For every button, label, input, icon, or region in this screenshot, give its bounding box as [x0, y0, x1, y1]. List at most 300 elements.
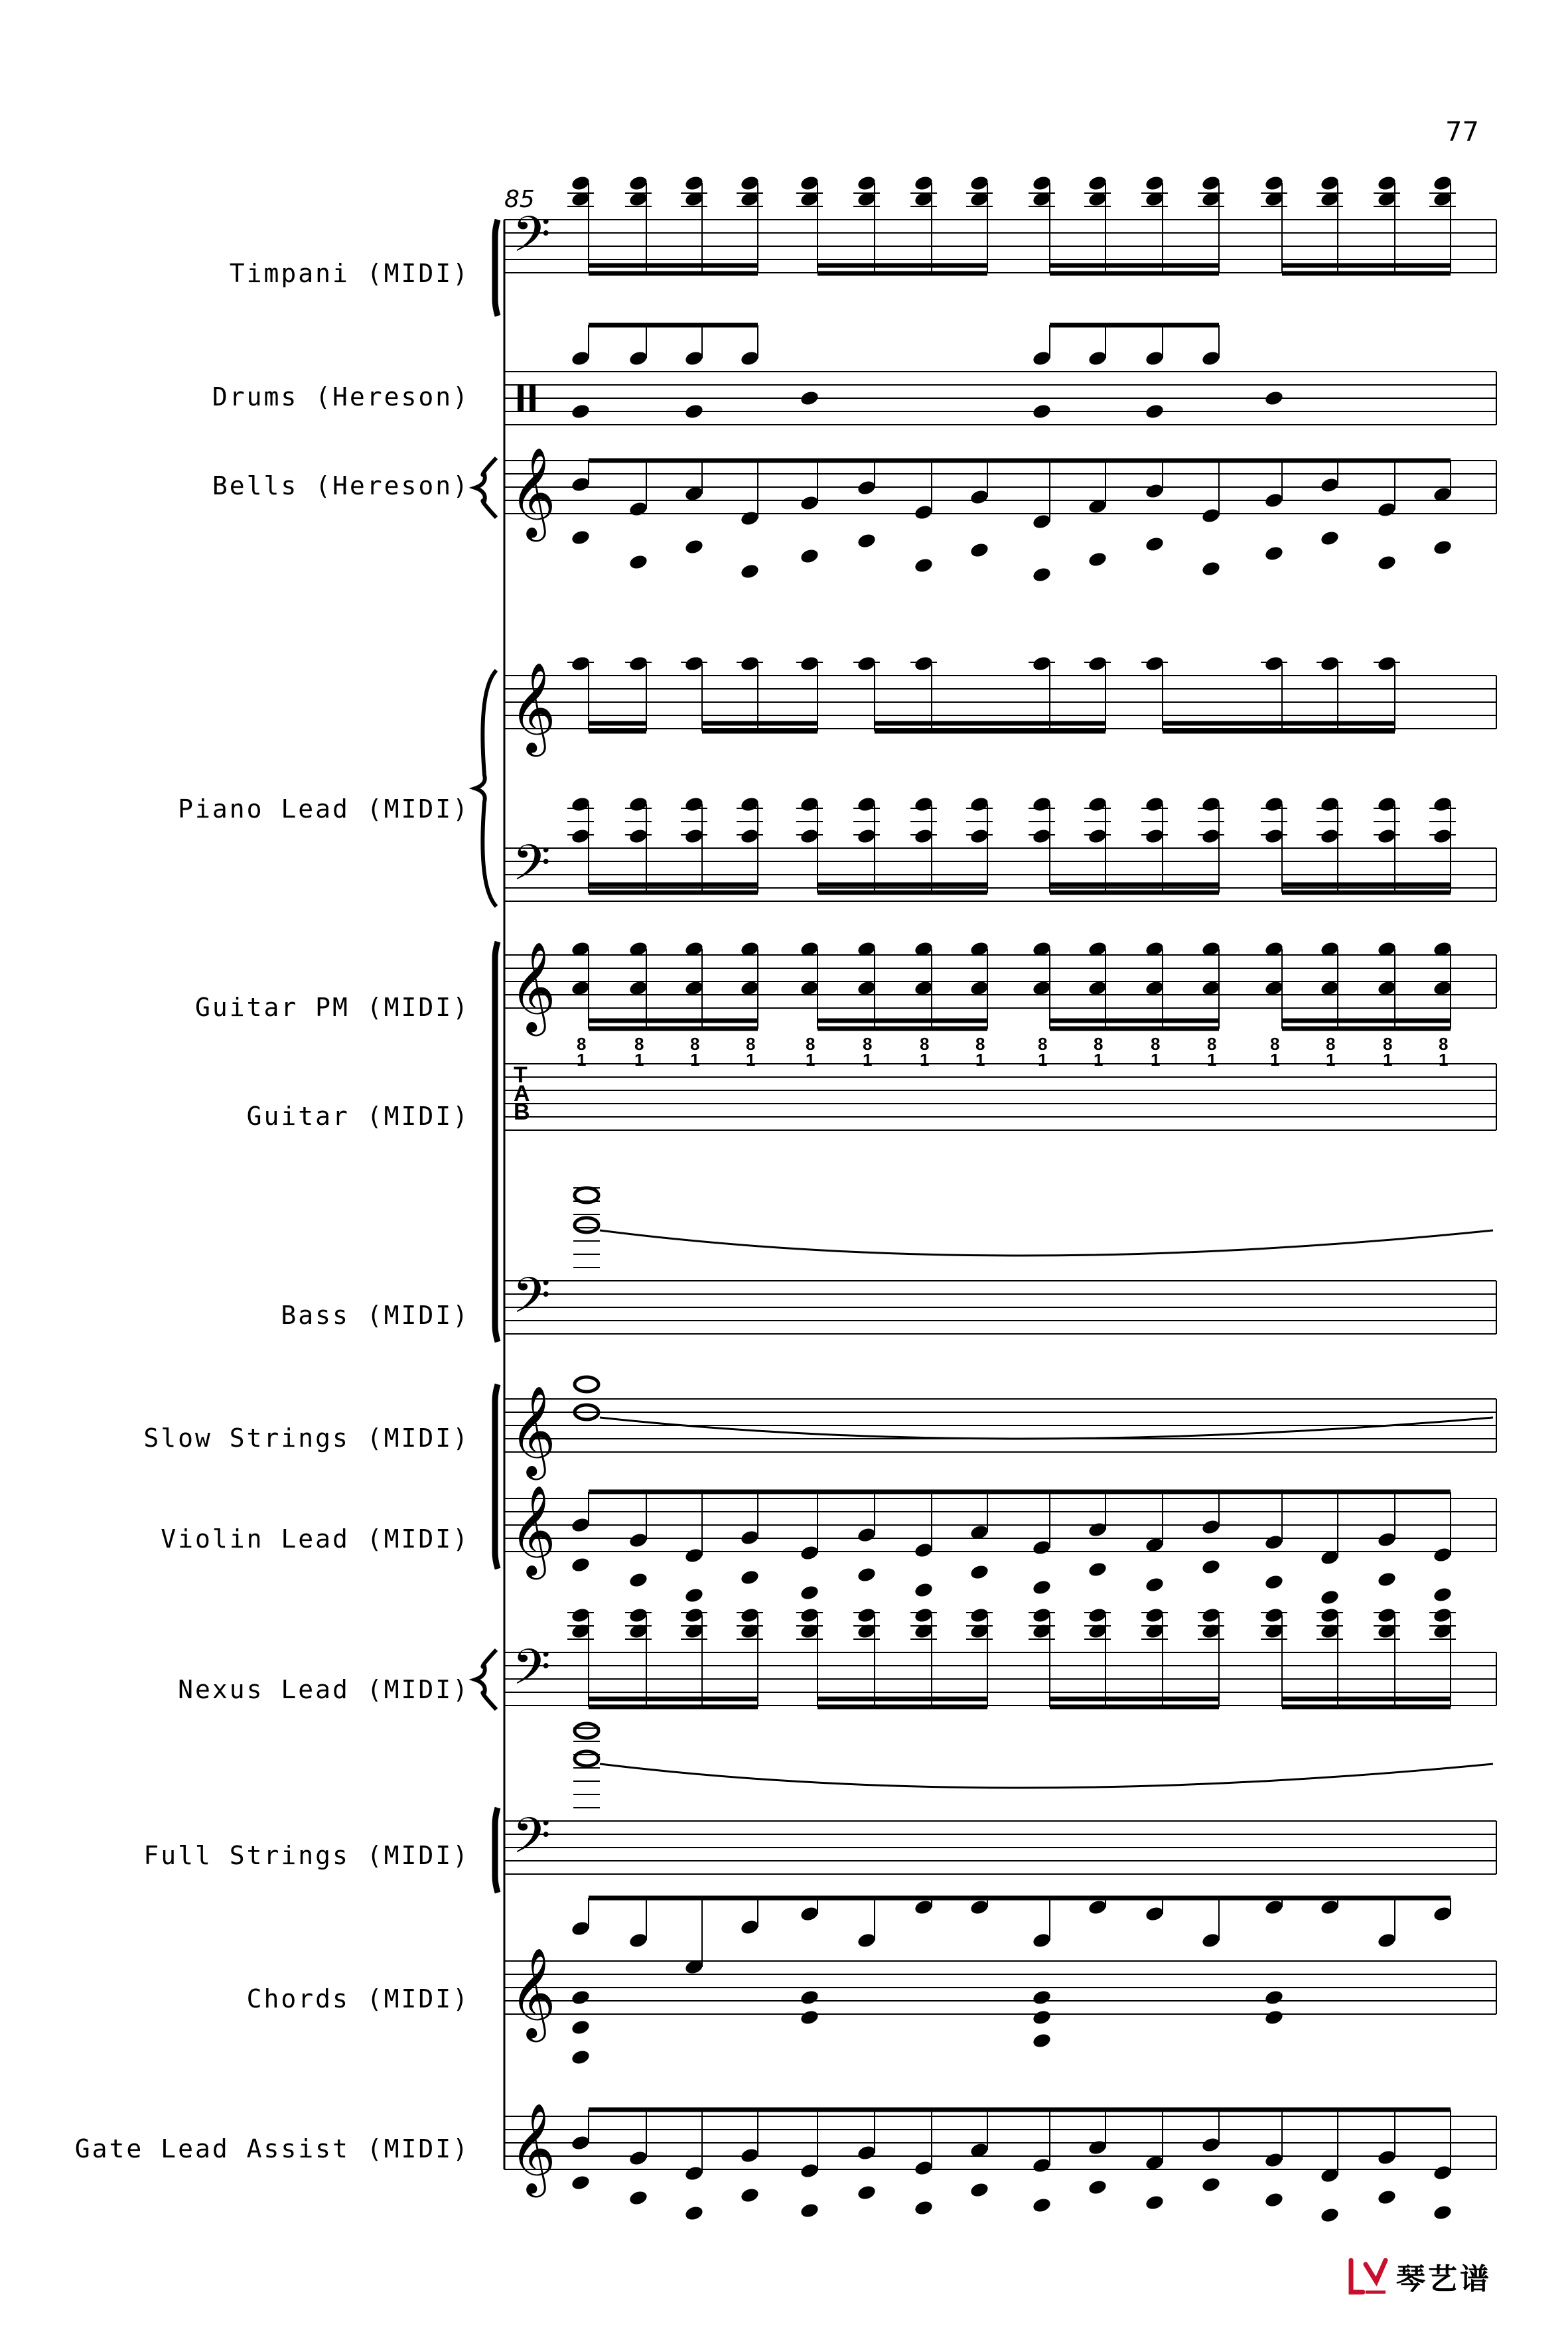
gate-lead-notehead	[1088, 2139, 1108, 2156]
treble-clef-icon: 𝄞	[510, 661, 556, 753]
piano-bass-notehead	[1201, 828, 1222, 845]
violin-notehead	[628, 1532, 649, 1549]
chords-lower-notehead	[800, 1989, 820, 2006]
piano-bass-notehead	[684, 796, 705, 813]
nexus-notehead	[857, 1607, 877, 1624]
tab-fret-number: 1	[746, 1050, 756, 1070]
piano-treble-notehead	[1320, 655, 1340, 672]
bells-notehead	[800, 547, 820, 565]
nexus-notehead	[969, 1607, 990, 1624]
timpani-notehead	[1088, 175, 1108, 192]
gate-lead-notehead	[1433, 2164, 1453, 2181]
tab-fret-number: 1	[1207, 1050, 1217, 1070]
violin-notehead	[1201, 1558, 1222, 1575]
violin-notehead	[1264, 1534, 1285, 1551]
gate-lead-notehead	[628, 2189, 649, 2207]
instrument-label-slow-strings: Slow Strings (MIDI)	[143, 1423, 470, 1453]
bells-notehead	[740, 563, 760, 580]
gate-lead-notehead	[800, 2162, 820, 2179]
bells-notehead	[914, 557, 934, 574]
gate-lead-notehead	[684, 2165, 705, 2182]
chords-notehead	[628, 1932, 649, 1949]
instrument-label-chords: Chords (MIDI)	[246, 1984, 470, 2013]
gate-lead-notehead	[969, 2181, 990, 2199]
tablature	[514, 1034, 1448, 1125]
nexus-notehead	[628, 1607, 649, 1624]
violin-notehead	[969, 1564, 990, 1581]
bells-notehead	[628, 553, 649, 571]
instrument-label-bass: Bass (MIDI)	[281, 1301, 470, 1330]
violin-notehead	[914, 1542, 934, 1559]
gate-lead-notehead	[628, 2149, 649, 2167]
tab-fret-number: 1	[806, 1050, 816, 1070]
qinyipu-logo-icon	[1347, 2255, 1390, 2297]
bass-whole-note	[575, 1188, 599, 1202]
nexus-notehead	[571, 1607, 591, 1624]
drum-hihat-notehead	[571, 350, 591, 367]
piano-treble-notehead	[571, 655, 591, 672]
tab-fret-number: 8	[806, 1034, 816, 1054]
nexus-notehead	[1320, 1623, 1340, 1640]
tab-fret-number: 8	[863, 1034, 873, 1054]
chords-notehead	[1320, 1899, 1340, 1916]
nexus-notehead	[1201, 1607, 1222, 1624]
tab-fret-number: 8	[690, 1034, 700, 1054]
note-content	[567, 175, 1493, 2224]
violin-notehead	[857, 1526, 877, 1544]
slow-strings-tie	[600, 1418, 1493, 1439]
tab-clef-letter: T	[514, 1062, 528, 1088]
nexus-notehead	[1264, 1607, 1285, 1624]
piano-treble-notehead	[1377, 655, 1397, 672]
chords-notehead	[1377, 1932, 1397, 1949]
bells-notehead	[1145, 536, 1165, 553]
violin-notehead	[1088, 1521, 1108, 1538]
piano-bass-notehead	[571, 796, 591, 813]
piano-treble-notehead	[857, 655, 877, 672]
violin-notehead	[571, 1516, 591, 1534]
bells-notehead	[1088, 551, 1108, 568]
treble-clef-icon: 𝄞	[510, 1946, 556, 2038]
instrument-label-violin: Violin Lead (MIDI)	[161, 1524, 470, 1554]
gate-lead-notehead	[740, 2187, 760, 2204]
piano-treble-notehead	[1032, 655, 1052, 672]
page-number: 77	[1445, 117, 1479, 147]
drum-kick-notehead	[684, 403, 705, 420]
piano-bass-notehead	[1433, 828, 1453, 845]
instrument-label-full-strings: Full Strings (MIDI)	[143, 1841, 470, 1870]
full-strings-whole-note	[575, 1751, 599, 1766]
bells-notehead	[628, 500, 649, 518]
bracket-guitar-bass	[495, 942, 498, 1342]
chords-notehead	[800, 1905, 820, 1923]
percussion-clef-icon	[530, 385, 535, 411]
timpani-notehead	[684, 175, 705, 192]
bells-notehead	[969, 542, 990, 559]
chords-notehead	[1264, 1899, 1285, 1916]
violin-notehead	[684, 1547, 705, 1564]
timpani-notehead	[740, 175, 760, 192]
violin-notehead	[1145, 1576, 1165, 1593]
violin-notehead	[1088, 1561, 1108, 1578]
violin-notehead	[571, 1556, 591, 1573]
slow-strings-whole-note	[575, 1377, 599, 1392]
bracket-full-strings	[495, 1808, 498, 1893]
piano-bass-notehead	[740, 828, 760, 845]
chords-notehead	[1145, 1905, 1165, 1923]
gate-lead-notehead	[1264, 2151, 1285, 2169]
violin-notehead	[628, 1571, 649, 1589]
piano-bass-notehead	[1377, 796, 1397, 813]
timpani-notehead	[1032, 175, 1052, 192]
tab-fret-number: 1	[1038, 1050, 1048, 1070]
chords-lower-notehead	[1032, 1989, 1052, 2006]
tab-clef-letter: A	[514, 1081, 530, 1106]
treble-clef-icon: 𝄞	[510, 940, 556, 1032]
gate-lead-notehead	[1201, 2136, 1222, 2153]
piano-bass-notehead	[1088, 796, 1108, 813]
violin-notehead	[1032, 1579, 1052, 1596]
bracket-timpani	[495, 220, 498, 316]
percussion-clef-icon	[518, 385, 524, 411]
tab-fret-number: 8	[1151, 1034, 1161, 1054]
chords-notehead	[857, 1932, 877, 1949]
bells-notehead	[800, 494, 820, 512]
tab-fret-number: 8	[634, 1034, 644, 1054]
violin-notehead	[684, 1587, 705, 1604]
timpani-notehead	[800, 175, 820, 192]
instrument-label-guitar: Guitar (MIDI)	[246, 1102, 470, 1131]
drum-kick-notehead	[1145, 403, 1165, 420]
chords-notehead	[571, 1920, 591, 1937]
tab-fret-number: 1	[1383, 1050, 1393, 1070]
violin-notehead	[800, 1584, 820, 1601]
bells-notehead	[740, 510, 760, 527]
timpani-notehead	[857, 175, 877, 192]
treble-clef-icon: 𝄞	[510, 446, 556, 538]
chords-notehead	[969, 1899, 990, 1916]
tab-fret-number: 1	[1094, 1050, 1104, 1070]
piano-bass-notehead	[857, 796, 877, 813]
chords-lower-notehead	[1264, 1989, 1285, 2006]
violin-notehead	[1377, 1571, 1397, 1588]
bass-clef-icon: 𝄢	[512, 1638, 551, 1708]
gate-lead-notehead	[1264, 2191, 1285, 2209]
drum-kick-notehead	[1032, 403, 1052, 420]
tab-fret-number: 1	[1439, 1050, 1449, 1070]
instrument-label-piano: Piano Lead (MIDI)	[178, 794, 470, 824]
chords-lower-notehead	[1264, 2009, 1285, 2026]
nexus-notehead	[1145, 1623, 1165, 1640]
violin-notehead	[857, 1566, 877, 1583]
piano-bass-notehead	[1377, 828, 1397, 845]
piano-bass-notehead	[857, 828, 877, 845]
gate-lead-notehead	[571, 2174, 591, 2191]
tab-fret-number: 1	[1270, 1050, 1280, 1070]
piano-bass-notehead	[628, 828, 649, 845]
tab-fret-number: 1	[920, 1050, 930, 1070]
nexus-notehead	[1032, 1623, 1052, 1640]
bass-tie	[600, 1230, 1493, 1256]
bells-notehead	[1377, 554, 1397, 571]
nexus-notehead	[800, 1607, 820, 1624]
piano-bass-notehead	[1032, 796, 1052, 813]
bells-notehead	[1201, 560, 1222, 577]
gate-lead-notehead	[684, 2205, 705, 2222]
chords-notehead	[1032, 1932, 1052, 1949]
nexus-notehead	[1433, 1623, 1453, 1640]
brace-nexus	[475, 1650, 496, 1710]
gate-lead-notehead	[914, 2159, 934, 2177]
watermark-text: 琴艺谱	[1396, 2262, 1492, 2296]
violin-notehead	[1032, 1539, 1052, 1556]
chords-lower-notehead	[800, 2009, 820, 2026]
brace-bells	[475, 458, 496, 518]
drum-kick-notehead	[800, 390, 820, 407]
bells-notehead	[857, 532, 877, 549]
instrument-label-timpani: Timpani (MIDI)	[229, 259, 470, 288]
tab-fret-number: 8	[975, 1034, 985, 1054]
piano-bass-notehead	[1264, 796, 1285, 813]
timpani-notehead	[1264, 175, 1285, 192]
nexus-notehead	[1145, 1607, 1165, 1624]
piano-bass-notehead	[1032, 828, 1052, 845]
timpani-notehead	[969, 175, 990, 192]
tab-fret-number: 8	[920, 1034, 930, 1054]
piano-bass-notehead	[1145, 796, 1165, 813]
bells-notehead	[1320, 476, 1340, 494]
piano-bass-notehead	[628, 796, 649, 813]
nexus-notehead	[1088, 1607, 1108, 1624]
piano-bass-notehead	[800, 796, 820, 813]
drum-hihat-notehead	[684, 350, 705, 367]
bells-notehead	[571, 476, 591, 493]
violin-notehead	[740, 1569, 760, 1586]
tab-fret-number: 8	[1207, 1034, 1217, 1054]
drum-hihat-notehead	[1088, 350, 1108, 367]
piano-bass-notehead	[1320, 796, 1340, 813]
piano-treble-notehead	[1264, 655, 1285, 672]
piano-treble-notehead	[1088, 655, 1108, 672]
violin-notehead	[1433, 1546, 1453, 1564]
nexus-notehead	[1377, 1623, 1397, 1640]
treble-clef-icon: 𝄞	[510, 1484, 556, 1575]
gate-lead-notehead	[1377, 2149, 1397, 2166]
tab-fret-number: 8	[1038, 1034, 1048, 1054]
tab-fret-number: 8	[1326, 1034, 1336, 1054]
nexus-notehead	[1264, 1623, 1285, 1640]
piano-bass-notehead	[1145, 828, 1165, 845]
bells-notehead	[1201, 507, 1222, 524]
timpani-notehead	[1433, 175, 1453, 192]
violin-notehead	[1377, 1531, 1397, 1548]
tab-fret-number: 8	[1270, 1034, 1280, 1054]
piano-treble-notehead	[914, 655, 934, 672]
measure-number: 85	[504, 186, 535, 213]
piano-bass-notehead	[571, 828, 591, 845]
drum-hihat-notehead	[1032, 350, 1052, 367]
full-strings-tie	[600, 1764, 1493, 1788]
nexus-notehead	[684, 1607, 705, 1624]
bells-notehead	[914, 504, 934, 521]
tab-fret-number: 1	[690, 1050, 700, 1070]
tab-fret-number: 8	[577, 1034, 587, 1054]
violin-notehead	[740, 1529, 760, 1546]
timpani-notehead	[1320, 175, 1340, 192]
gate-lead-notehead	[800, 2202, 820, 2219]
bells-notehead	[684, 538, 705, 555]
tab-fret-number: 1	[577, 1050, 587, 1070]
nexus-notehead	[628, 1623, 649, 1640]
tab-fret-number: 8	[746, 1034, 756, 1054]
brace-piano	[475, 670, 496, 907]
violin-notehead	[1201, 1518, 1222, 1536]
piano-bass-notehead	[1201, 796, 1222, 813]
timpani-notehead	[1377, 175, 1397, 192]
bells-notehead	[1320, 530, 1340, 547]
chords-notehead	[740, 1919, 760, 1936]
chords-lower-notehead	[571, 2019, 591, 2036]
nexus-notehead	[857, 1623, 877, 1640]
piano-bass-notehead	[1088, 828, 1108, 845]
instrument-label-bells: Bells (Hereson)	[212, 471, 470, 500]
violin-notehead	[1433, 1586, 1453, 1603]
gate-lead-notehead	[1377, 2189, 1397, 2206]
full-strings-whole-note	[575, 1723, 599, 1738]
nexus-notehead	[740, 1623, 760, 1640]
system-brackets	[475, 220, 504, 2169]
gate-lead-notehead	[740, 2147, 760, 2164]
piano-bass-notehead	[914, 828, 934, 845]
gate-lead-notehead	[857, 2184, 877, 2201]
timpani-notehead	[1145, 175, 1165, 192]
drum-hihat-notehead	[1201, 350, 1222, 367]
nexus-notehead	[1320, 1607, 1340, 1624]
drum-kick-notehead	[571, 403, 591, 420]
tab-clef-letter: B	[514, 1100, 530, 1125]
piano-treble-notehead	[628, 655, 649, 672]
timpani-notehead	[628, 175, 649, 192]
bass-clef-icon: 𝄢	[512, 1267, 551, 1337]
chords-notehead	[1201, 1932, 1222, 1949]
violin-notehead	[1264, 1573, 1285, 1591]
bells-notehead	[571, 529, 591, 546]
piano-treble-notehead	[800, 655, 820, 672]
piano-treble-notehead	[1145, 655, 1165, 672]
tab-fret-number: 1	[975, 1050, 985, 1070]
drum-kick-notehead	[1264, 390, 1285, 407]
gate-lead-notehead	[1433, 2204, 1453, 2221]
chords-notehead	[1433, 1905, 1453, 1923]
piano-bass-notehead	[740, 796, 760, 813]
nexus-notehead	[1201, 1623, 1222, 1640]
nexus-notehead	[1088, 1623, 1108, 1640]
treble-clef-icon: 𝄞	[510, 2102, 556, 2193]
violin-notehead	[1320, 1589, 1340, 1606]
chords-lower-notehead	[571, 2049, 591, 2066]
chords-lower-notehead	[1032, 2032, 1052, 2049]
nexus-notehead	[1433, 1607, 1453, 1624]
instrument-label-drums: Drums (Hereson)	[212, 382, 470, 411]
piano-treble-notehead	[740, 655, 760, 672]
bracket-strings	[495, 1384, 498, 1569]
bells-notehead	[1032, 513, 1052, 530]
nexus-notehead	[914, 1607, 934, 1624]
instrument-label-gate-lead: Gate Lead Assist (MIDI)	[74, 2134, 470, 2163]
piano-bass-notehead	[969, 796, 990, 813]
gate-lead-notehead	[571, 2134, 591, 2151]
gate-lead-notehead	[1320, 2207, 1340, 2224]
nexus-notehead	[571, 1623, 591, 1640]
piano-bass-notehead	[1264, 828, 1285, 845]
timpani-notehead	[571, 175, 591, 192]
drum-hihat-notehead	[628, 350, 649, 367]
tab-fret-number: 8	[1439, 1034, 1449, 1054]
chords-notehead	[1088, 1899, 1108, 1916]
nexus-notehead	[740, 1607, 760, 1624]
tab-fret-number: 8	[1383, 1034, 1393, 1054]
piano-treble-notehead	[684, 655, 705, 672]
bells-notehead	[1377, 501, 1397, 518]
instrument-label-guitar-pm: Guitar PM (MIDI)	[194, 993, 470, 1022]
nexus-notehead	[684, 1623, 705, 1640]
nexus-notehead	[969, 1623, 990, 1640]
tab-fret-number: 1	[863, 1050, 873, 1070]
piano-bass-notehead	[684, 828, 705, 845]
nexus-notehead	[1377, 1607, 1397, 1624]
bells-notehead	[969, 488, 990, 506]
bass-clef-icon: 𝄢	[512, 1807, 551, 1877]
gate-lead-notehead	[1201, 2176, 1222, 2193]
piano-bass-notehead	[800, 828, 820, 845]
drum-hihat-notehead	[1145, 350, 1165, 367]
piano-bass-notehead	[1433, 796, 1453, 813]
timpani-notehead	[914, 175, 934, 192]
tab-fret-number: 1	[1151, 1050, 1161, 1070]
nexus-notehead	[800, 1623, 820, 1640]
piano-bass-notehead	[914, 796, 934, 813]
gate-lead-notehead	[914, 2199, 934, 2217]
bells-notehead	[1264, 545, 1285, 562]
tab-fret-number: 8	[1094, 1034, 1104, 1054]
gate-lead-notehead	[1145, 2194, 1165, 2211]
chords-lower-notehead	[571, 1989, 591, 2006]
drum-hihat-notehead	[740, 350, 760, 367]
tab-fret-number: 1	[1326, 1050, 1336, 1070]
bells-notehead	[1264, 492, 1285, 509]
gate-lead-notehead	[857, 2144, 877, 2161]
bells-notehead	[1032, 566, 1052, 583]
piano-bass-notehead	[969, 828, 990, 845]
bells-notehead	[1145, 482, 1165, 500]
violin-notehead	[800, 1544, 820, 1562]
bells-notehead	[1433, 539, 1453, 556]
bass-clef-icon: 𝄢	[512, 834, 551, 904]
timpani-notehead	[1201, 175, 1222, 192]
chords-notehead	[914, 1899, 934, 1916]
watermark	[1347, 2255, 1492, 2297]
chords-lower-notehead	[1032, 2009, 1052, 2026]
bells-notehead	[857, 479, 877, 496]
nexus-notehead	[1032, 1607, 1052, 1624]
instrument-label-nexus: Nexus Lead (MIDI)	[178, 1675, 470, 1704]
treble-clef-icon: 𝄞	[510, 1384, 556, 1476]
gate-lead-notehead	[1032, 2157, 1052, 2174]
bass-whole-note	[575, 1218, 599, 1232]
tab-fret-number: 1	[634, 1050, 644, 1070]
gate-lead-notehead	[1088, 2179, 1108, 2196]
gate-lead-notehead	[1032, 2197, 1052, 2214]
